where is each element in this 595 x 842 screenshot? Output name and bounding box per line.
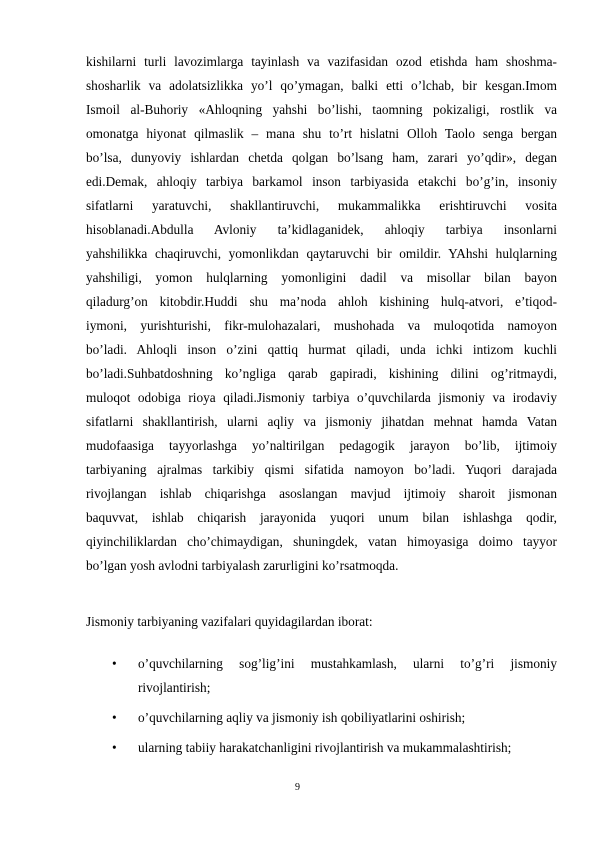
paragraph-line: bo’ladi. Ahloqli inson o’zini qattiq hurmat qiladi, unda ichki intizom kuchli [86,342,557,357]
bullet-icon: • [112,740,117,755]
paragraph-line: qiyinchiliklardan cho’chimaydigan, shuningdek, vatan himoyasiga doimo tayyor [86,534,557,549]
paragraph-line: yahshilikka chaqiruvchi, yomonlikdan qaytaruvchi bir omildir. YAhshi hulqlarning [86,246,557,261]
list-item [112,652,557,700]
paragraph-line: shosharlik va adolatsizlikka yo’l qo’ymagan, balki etti o’lchab, bir kesgan.Imom [86,78,557,93]
paragraph-line: bo’ladi.Suhbatdoshning ko’ngliga qarab gapiradi, kishining dilini og’ritmaydi, [86,366,557,381]
paragraph-line: sifatlarni shakllantirish, ularni aqliy va jismoniy jihatdan mehnat hamda Vatan [86,414,557,429]
paragraph-line: tarbiyaning ajralmas tarkibiy qismi sifatida namoyon bo’ladi. Yuqori darajada [86,462,557,477]
page-number: 9 [295,782,300,793]
main-paragraph [86,50,557,578]
paragraph-line: rivojlangan ishlab chiqarishga asoslangan mavjud ijtimoiy sharoit jismonan [86,486,557,501]
list-item-text: ularning tabiiy harakatchanligini rivojlantirish va mukammalashtirish; [138,740,512,755]
list-intro: Jismoniy tarbiyaning vazifalari quyidagilardan iborat: [86,614,373,629]
list-item [112,706,557,730]
paragraph-line: Ismoil al-Buhoriy «Ahloqning yahshi bo’lishi, taomning pokizaligi, rostlik va [86,102,557,117]
list-item-text: o’quvchilarning aqliy va jismoniy ish qobiliyatlarini oshirish; [138,710,466,725]
paragraph-line: baquvvat, ishlab chiqarish jarayonida yuqori unum bilan ishlashga qodir, [86,510,557,525]
list-item-text-continued: rivojlantirish; [138,680,211,695]
bullet-icon: • [112,656,117,671]
paragraph-line: omonatga hiyonat qilmaslik – mana shu to’rt hislatni Olloh Taolo senga bergan [86,126,557,141]
paragraph-line: edi.Demak, ahloqiy tarbiya barkamol inson tarbiyasida etakchi bo’g’in, insoniy [86,174,557,189]
list-item [112,736,557,760]
paragraph-line: qiladurg’on kitobdir.Huddi shu ma’noda ahloh kishining hulq-atvori, e’tiqod- [86,294,557,309]
task-list [112,652,557,766]
paragraph-line: mudofaasiga tayyorlashga yo’naltirilgan pedagogik jarayon bo’lib, ijtimoiy [86,438,557,453]
bullet-icon: • [112,710,117,725]
list-item-text: o’quvchilarning sog’lig’ini mustahkamlash, ularni to’g’ri jismoniy [138,656,557,671]
paragraph-line: sifatlarni yaratuvchi, shakllantiruvchi, mukammalikka erishtiruvchi vosita [86,198,557,213]
paragraph-line: yahshiligi, yomon hulqlarning yomonligini dadil va misollar bilan bayon [86,270,557,285]
paragraph-line: kishilarni turli lavozimlarga tayinlash va vazifasidan ozod etishda ham shoshma- [86,54,557,69]
paragraph-line: muloqot odobiga rioya qiladi.Jismoniy tarbiya o’quvchilarda jismoniy va irodaviy [86,390,557,405]
paragraph-line: iymoni, yurishturishi, fikr-mulohazalari, mushohada va muloqotida namoyon [86,318,557,333]
paragraph-line: bo’lgan yosh avlodni tarbiyalash zarurligini ko’rsatmoqda. [86,558,399,573]
paragraph-body [86,50,557,578]
paragraph-line: hisoblanadi.Abdulla Avloniy ta’kidlaganidek, ahloqiy tarbiya insonlarni [86,222,557,237]
paragraph-line: bo’lsa, dunyoviy ishlardan chetda qolgan bo’lsang ham, zarari yo’qdir», degan [86,150,557,165]
